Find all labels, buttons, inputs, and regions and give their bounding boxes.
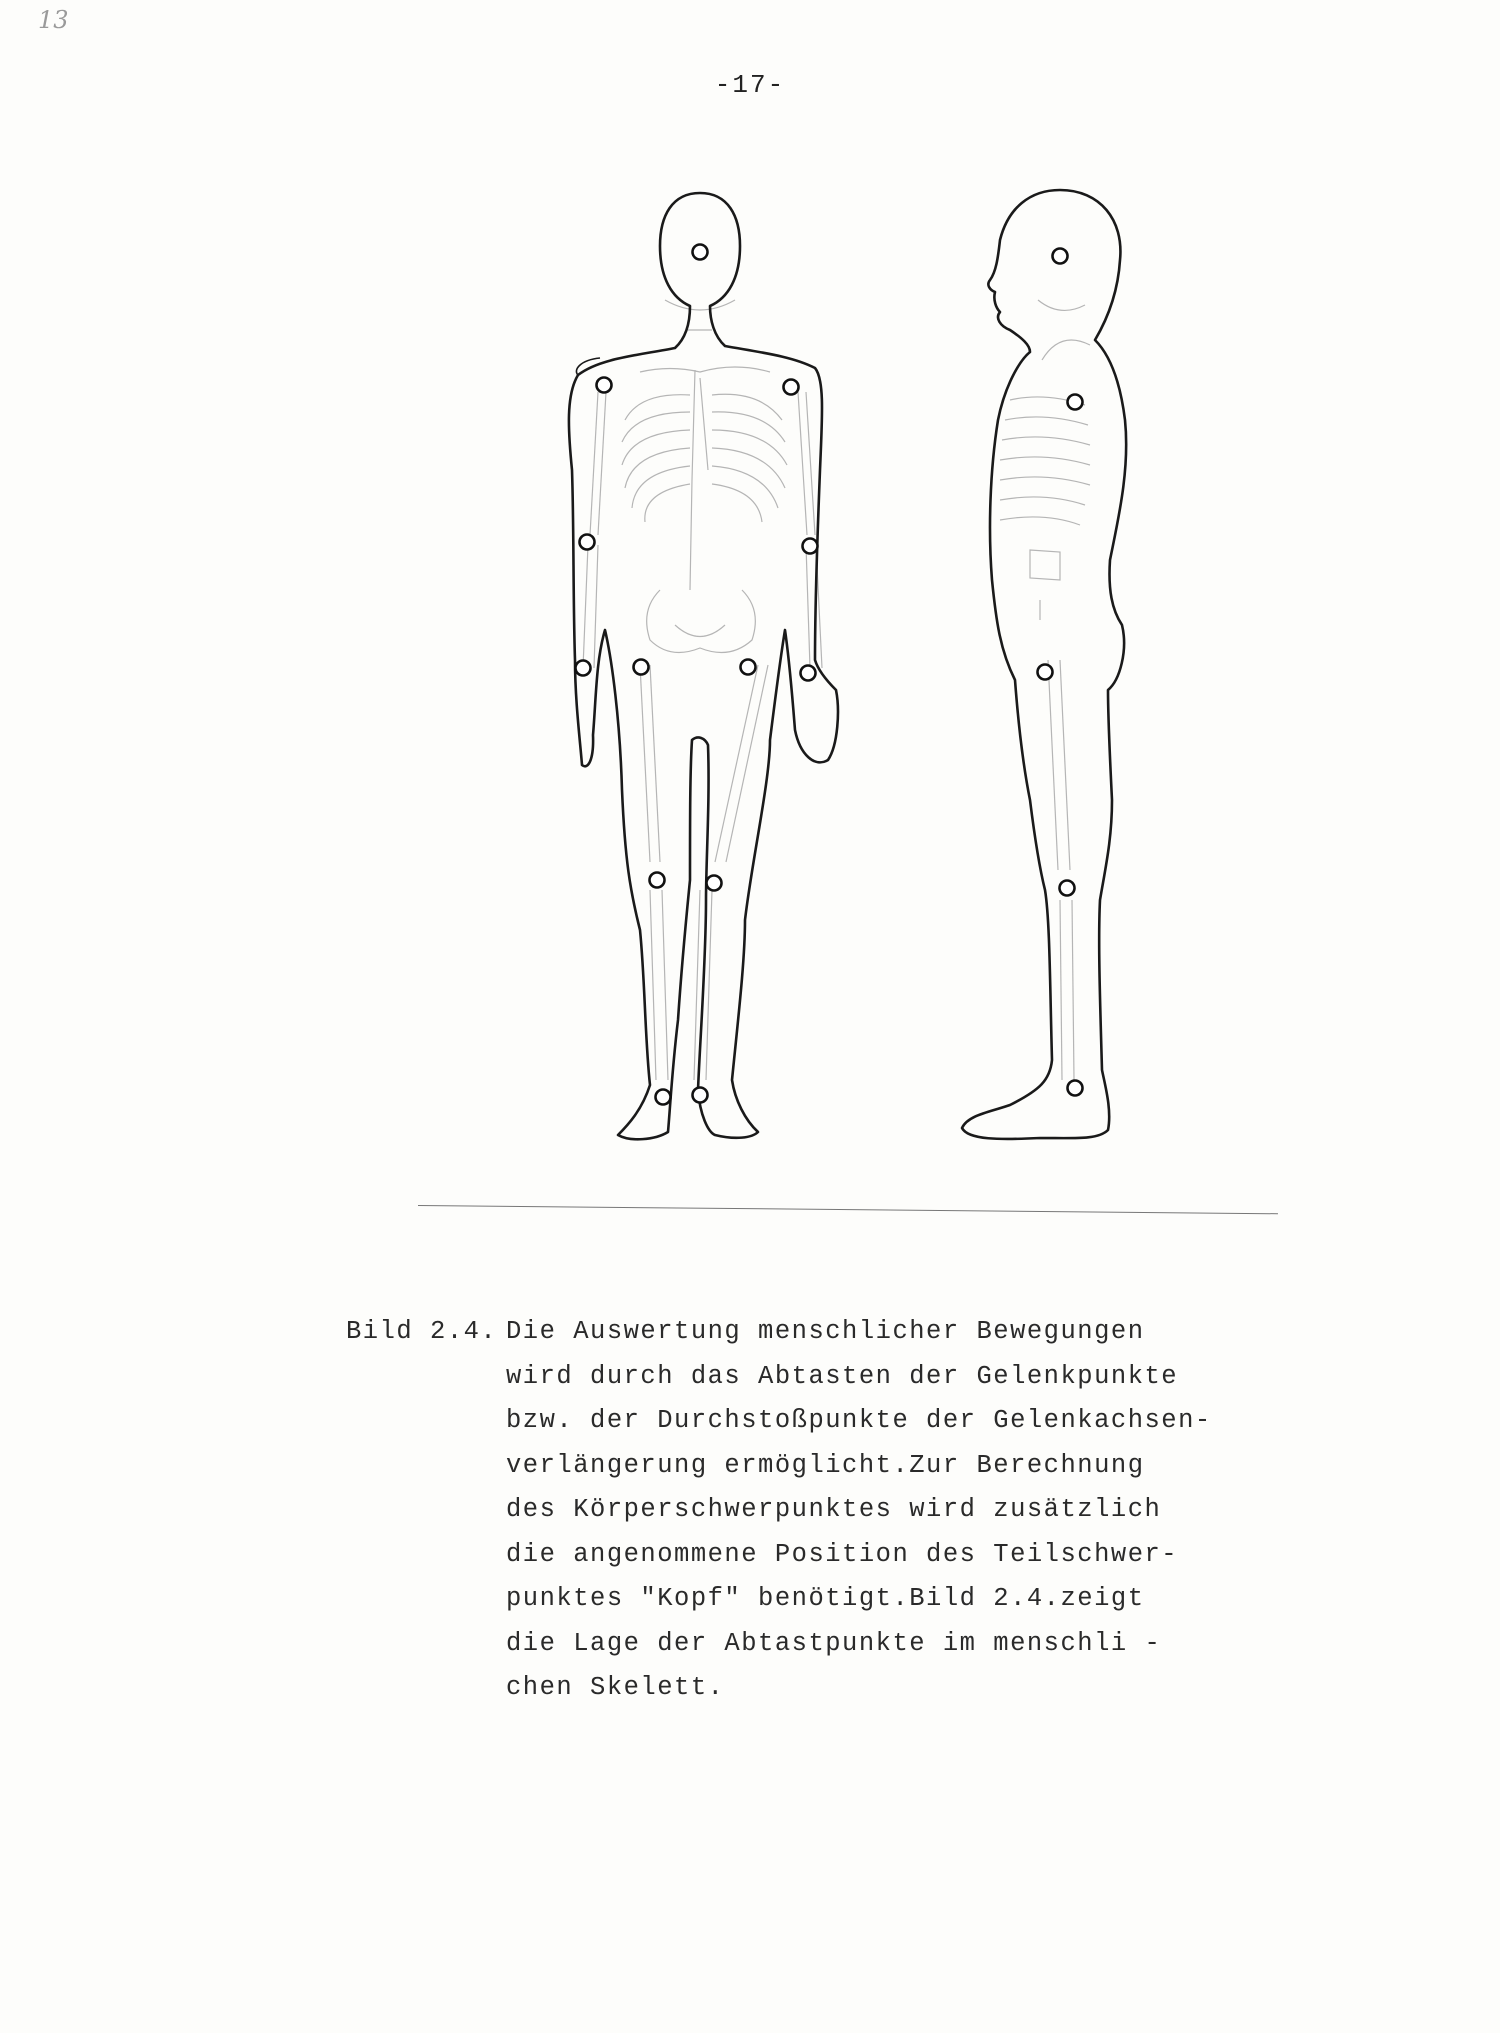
side-skeleton-sketch xyxy=(1000,300,1090,1080)
front-marker-left-elbow xyxy=(803,539,818,554)
caption-text: chen Skelett. xyxy=(506,1673,725,1702)
side-marker-shoulder xyxy=(1068,395,1083,410)
front-view-figure xyxy=(569,193,838,1139)
front-marker-right-ankle xyxy=(656,1090,671,1105)
front-marker-left-knee xyxy=(707,876,722,891)
front-marker-right-knee xyxy=(650,873,665,888)
caption-line xyxy=(346,1577,1326,1622)
caption-text: verlängerung ermöglicht.Zur Berechnung xyxy=(506,1450,1145,1480)
side-marker-knee xyxy=(1060,881,1075,896)
caption-text: des Körperschwerpunktes wird zusätzlich xyxy=(506,1495,1162,1524)
caption-line xyxy=(346,1399,1326,1444)
caption-text: bzw. der Durchstoßpunkte der Gelenkachsen- xyxy=(506,1406,1212,1435)
front-marker-right-shoulder xyxy=(597,378,612,393)
side-marker-hip xyxy=(1038,665,1053,680)
caption-line xyxy=(346,1355,1326,1400)
caption-text: die Lage der Abtastpunkte im menschli - xyxy=(506,1628,1162,1658)
front-marker-right-hip xyxy=(634,660,649,675)
caption-line xyxy=(346,1488,1326,1533)
front-body-outline xyxy=(569,193,838,1139)
front-marker-left-ankle xyxy=(693,1088,708,1103)
front-marker-right-wrist xyxy=(576,661,591,676)
caption-line xyxy=(346,1444,1326,1489)
side-marker-ankle xyxy=(1068,1081,1083,1096)
caption-text: wird durch das Abtasten der Gelenkpunkte xyxy=(506,1361,1179,1391)
front-marker-left-wrist xyxy=(801,666,816,681)
caption-line xyxy=(346,1666,1326,1711)
caption-text: punktes "Kopf" benötigt.Bild 2.4.zeigt xyxy=(506,1584,1145,1613)
caption-line xyxy=(346,1310,1326,1355)
front-marker-left-shoulder xyxy=(784,380,799,395)
front-marker-head xyxy=(693,245,708,260)
front-marker-right-elbow xyxy=(580,535,595,550)
caption-label: Bild 2.4. xyxy=(346,1317,498,1346)
front-marker-left-hip xyxy=(741,660,756,675)
front-skeleton-sketch xyxy=(583,300,822,1080)
page-number: -17- xyxy=(714,70,786,100)
figure-caption xyxy=(346,1310,1326,1711)
caption-text: Die Auswertung menschlicher Bewegungen xyxy=(506,1317,1145,1346)
side-marker-head xyxy=(1053,249,1068,264)
corner-page-mark: 13 xyxy=(38,6,69,34)
caption-line xyxy=(346,1622,1326,1667)
caption-line xyxy=(346,1533,1326,1578)
caption-text: die angenommene Position des Teilschwer- xyxy=(506,1539,1179,1569)
